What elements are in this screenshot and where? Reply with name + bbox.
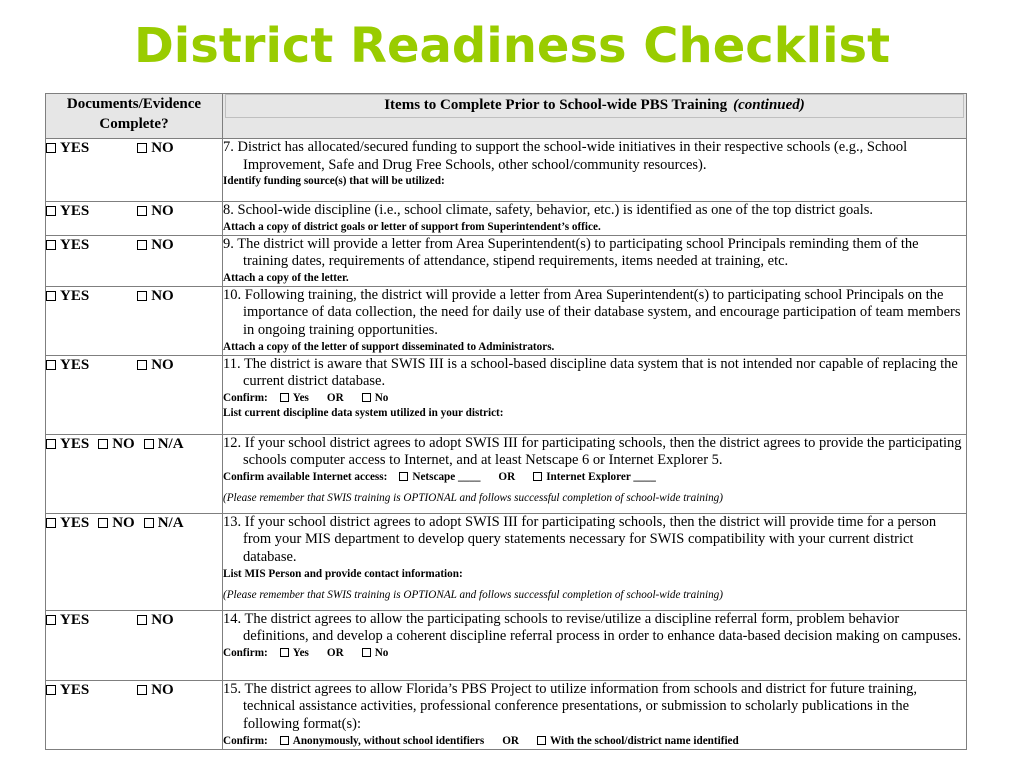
response-cell <box>46 235 223 286</box>
item-cell <box>223 235 967 286</box>
item-text: 8. School-wide discipline (i.e., school climate, safety, behavior, etc.) is identified as one of the top district goals. <box>223 202 874 218</box>
yes-label: YES <box>60 681 90 698</box>
no-checkbox[interactable] <box>137 615 147 625</box>
no-checkbox[interactable] <box>137 240 147 250</box>
no-label: NO <box>151 236 174 253</box>
or-label: OR <box>326 646 344 659</box>
no-option-label: No <box>374 646 389 659</box>
yes-label: YES <box>60 287 90 304</box>
yes-label: YES <box>60 140 90 156</box>
yes-checkbox[interactable] <box>46 615 56 625</box>
no-option-checkbox[interactable] <box>362 393 371 402</box>
header-row <box>46 94 967 139</box>
response-cell <box>46 513 223 610</box>
confirm-line <box>223 646 966 661</box>
table-row <box>46 513 967 610</box>
item-text: 14. The district agrees to allow the participating schools to revise/utilize a discipline referral form, problem behavior definitions, and develop a coherent discipline referral process in order to enhance data-based decision making on campuses. <box>223 610 962 645</box>
table-row <box>46 139 967 202</box>
confirm-label: Confirm: <box>223 646 268 659</box>
yes-option-label: Yes <box>292 646 309 659</box>
no-option-checkbox[interactable] <box>362 648 371 657</box>
yes-checkbox[interactable] <box>46 143 56 153</box>
no-checkbox[interactable] <box>98 439 108 449</box>
na-checkbox[interactable] <box>144 518 154 528</box>
yes-checkbox[interactable] <box>46 360 56 370</box>
yes-option-label: Yes <box>292 391 309 404</box>
yes-checkbox[interactable] <box>46 240 56 250</box>
internet-explorer-checkbox[interactable] <box>533 472 542 481</box>
no-checkbox[interactable] <box>98 518 108 528</box>
table-row <box>46 235 967 286</box>
no-checkbox[interactable] <box>137 143 147 153</box>
checklist-table <box>45 93 967 750</box>
item-text: 11. The district is aware that SWIS III is a school-based discipline data system that is not intended nor capable of replacing the current district database. <box>223 355 958 390</box>
response-cell <box>46 355 223 434</box>
response-cell <box>46 434 223 513</box>
no-checkbox[interactable] <box>137 206 147 216</box>
header-items <box>223 94 967 139</box>
response-cell <box>46 610 223 680</box>
item-text: 13. If your school district agrees to adopt SWIS III for participating schools, then the district will provide time for a person from your MIS department to develop query statements necessary for SWIS compatibility with your current district database. <box>223 513 937 565</box>
response-cell <box>46 139 223 202</box>
confirm-label: Confirm: <box>223 734 268 747</box>
yes-label: YES <box>60 611 90 628</box>
header-continued: (continued) <box>733 97 805 113</box>
table-row <box>46 680 967 749</box>
response-cell <box>46 286 223 355</box>
or-label: OR <box>326 391 344 404</box>
yes-option-checkbox[interactable] <box>280 648 289 657</box>
no-checkbox[interactable] <box>137 360 147 370</box>
confirm-label: Confirm available Internet access: <box>223 470 388 483</box>
table-row <box>46 286 967 355</box>
item-text: 9. The district will provide a letter from Area Superintendent(s) to participating school Principals reminding them of the training dates, requirements of attendance, stipend requirements, items needed at training, etc. <box>223 235 919 270</box>
no-checkbox[interactable] <box>137 685 147 695</box>
item-cell <box>223 610 967 680</box>
optional-note: (Please remember that SWIS training is OPTIONAL and follows successful completion of school-wide training) <box>223 491 723 504</box>
yes-checkbox[interactable] <box>46 518 56 528</box>
header-items-label: Items to Complete Prior to School-wide PBS Training <box>384 97 728 113</box>
table-row <box>46 434 967 513</box>
yes-option-checkbox[interactable] <box>280 393 289 402</box>
page-title: District Readiness Checklist <box>133 18 891 74</box>
confirm-line <box>223 391 966 406</box>
yes-checkbox[interactable] <box>46 685 56 695</box>
item-text: 15. The district agrees to allow Florida’s PBS Project to utilize information from schools and district for future training, technical assistance activities, professional conference presentations, or submission to scholarly publications in the following format(s): <box>223 680 917 732</box>
item-cell <box>223 355 967 434</box>
na-checkbox[interactable] <box>144 439 154 449</box>
item-cell <box>223 139 967 202</box>
yes-checkbox[interactable] <box>46 439 56 449</box>
anonymous-label: Anonymously, without school identifiers <box>292 734 485 747</box>
item-cell <box>223 286 967 355</box>
anonymous-checkbox[interactable] <box>280 736 289 745</box>
no-label: NO <box>112 435 135 452</box>
no-label: NO <box>151 140 174 156</box>
response-cell <box>46 202 223 236</box>
named-label: With the school/district name identified <box>550 734 739 747</box>
response-cell <box>46 680 223 749</box>
item-instruction: Identify funding source(s) that will be utilized: <box>223 175 445 188</box>
no-checkbox[interactable] <box>137 291 147 301</box>
item-text: 12. If your school district agrees to adopt SWIS III for participating schools, then the district agrees to provide the participating schools computer access to Internet, and at least Netscape 6 or Internet Explorer 5. <box>223 434 962 469</box>
named-checkbox[interactable] <box>537 736 546 745</box>
confirm-label: Confirm: <box>223 391 268 404</box>
table-row <box>46 202 967 236</box>
yes-label: YES <box>60 356 90 373</box>
item-instruction: Attach a copy of district goals or letter of support from Superintendent’s office. <box>223 220 601 233</box>
header-documents-evidence: Documents/Evidence Complete? <box>46 94 223 139</box>
no-label: NO <box>151 203 174 219</box>
no-label: NO <box>151 611 174 628</box>
item-cell <box>223 513 967 610</box>
no-label: NO <box>151 287 174 304</box>
confirm-line <box>223 470 966 485</box>
yes-label: YES <box>60 435 90 452</box>
item-cell <box>223 202 967 236</box>
table-row <box>46 355 967 434</box>
confirm-line <box>223 734 966 749</box>
na-label: N/A <box>157 514 184 531</box>
item-cell <box>223 680 967 749</box>
table-row <box>46 610 967 680</box>
yes-checkbox[interactable] <box>46 206 56 216</box>
yes-label: YES <box>60 236 90 253</box>
item-cell <box>223 434 967 513</box>
item-instruction: List MIS Person and provide contact information: <box>223 567 463 580</box>
no-label: NO <box>151 681 174 698</box>
no-label: NO <box>112 514 135 531</box>
netscape-label: Netscape ____ <box>412 470 481 483</box>
no-label: NO <box>151 356 174 373</box>
internet-explorer-label: Internet Explorer ____ <box>546 470 656 483</box>
yes-label: YES <box>60 514 90 531</box>
or-label: OR <box>498 470 516 483</box>
item-text: 7. District has allocated/secured funding to support the school-wide initiatives in their respective schools (e.g., School Improvement, Safe and Drug Free Schools, other school/community resources). <box>223 139 908 173</box>
netscape-checkbox[interactable] <box>399 472 408 481</box>
no-option-label: No <box>374 391 389 404</box>
item-text: 10. Following training, the district will provide a letter from Area Superintendent(s) to participating school Principals on the importance of data collection, the need for daily use of their database system, and encourage participation of team members in ongoing training opportunities. <box>223 286 961 338</box>
na-label: N/A <box>157 435 184 452</box>
yes-label: YES <box>60 203 90 219</box>
item-instruction: Attach a copy of the letter of support disseminated to Administrators. <box>223 340 555 353</box>
item-instruction: List current discipline data system utilized in your district: <box>223 406 504 419</box>
item-instruction: Attach a copy of the letter. <box>223 271 349 284</box>
yes-checkbox[interactable] <box>46 291 56 301</box>
optional-note: (Please remember that SWIS training is OPTIONAL and follows successful completion of school-wide training) <box>223 588 723 601</box>
or-label: OR <box>502 734 519 747</box>
